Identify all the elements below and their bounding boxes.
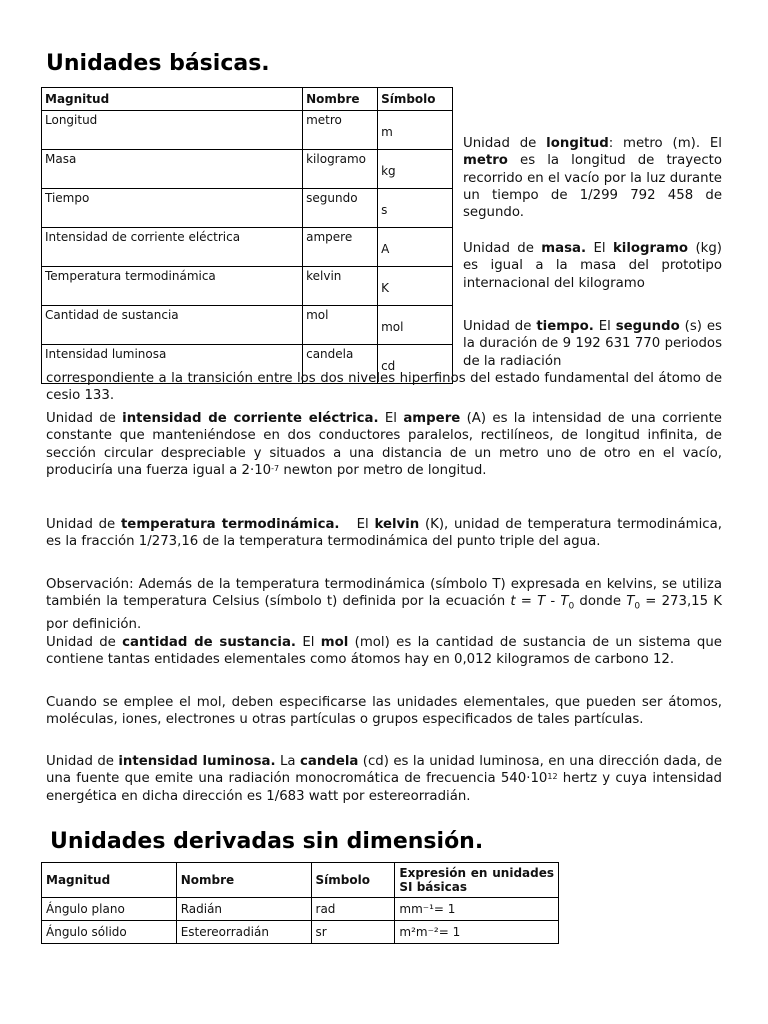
table-row (42, 150, 453, 189)
table-row (42, 267, 453, 306)
cell-nombre: kilogramo (303, 150, 378, 189)
bold-term: segundo (615, 319, 680, 334)
header-cell: Nombre (176, 863, 311, 898)
cell-simbolo: sr (311, 921, 395, 944)
text: (K), unidad de temperatura termodinámica, es la fracción 1/273,16 de la temperatura termodinámica del punto triple del agua. (46, 517, 722, 550)
table-row (42, 228, 453, 267)
cell-simbolo: A (378, 228, 453, 267)
paragraph-sustancia (46, 634, 722, 669)
paragraph-observacion (46, 576, 722, 634)
header-cell: Magnitud (42, 863, 177, 898)
bold-term: metro (463, 153, 508, 169)
derived-units-table (41, 862, 559, 944)
text: (s) es la duración de 9 192 631 770 periodos de la radiación (463, 319, 722, 369)
text: El (295, 635, 321, 650)
paragraph-luminosa (46, 753, 722, 805)
header-cell: Magnitud (42, 88, 303, 111)
bold-term: intensidad luminosa. (118, 754, 276, 769)
basic-units-table (41, 87, 453, 384)
superscript: -7 (271, 463, 280, 473)
header-cell: Símbolo (378, 88, 453, 111)
subscript: 0 (568, 601, 575, 612)
text: Unidad de (46, 635, 123, 650)
text: donde (574, 594, 627, 610)
text: Unidad de (463, 319, 537, 334)
bold-term: mol (320, 635, 349, 650)
text: es la longitud de trayecto recorrido en el vacío por la luz durante un tiempo de 1/299 792 458 de segundo. (463, 153, 722, 221)
cell-magnitud: Intensidad luminosa (42, 345, 303, 384)
cell-simbolo: m (378, 111, 453, 150)
text: (kg) es igual a la masa del prototipo internacional del kilogramo (463, 241, 722, 291)
text: El (593, 319, 616, 334)
paragraph-tiempo-a (463, 318, 722, 370)
cell-magnitud: Temperatura termodinámica (42, 267, 303, 306)
table-row (42, 306, 453, 345)
header-cell: Expresión en unidades SI básicas (395, 863, 559, 898)
table-row (42, 921, 559, 944)
cell-simbolo: s (378, 189, 453, 228)
text: La (275, 754, 300, 769)
bold-term: masa. (541, 241, 587, 256)
bold-term: longitud (546, 136, 609, 151)
text: Unidad de (46, 411, 123, 426)
header-cell: Nombre (303, 88, 378, 111)
cell-magnitud: Masa (42, 150, 303, 189)
heading-derived-units: Unidades derivadas sin dimensión. (50, 829, 484, 854)
cell-magnitud: Longitud (42, 111, 303, 150)
header-cell: Símbolo (311, 863, 395, 898)
cell-nombre: mol (303, 306, 378, 345)
text: (A) es la intensidad de una corriente constante que manteniéndose en dos conductores paralelos, rectilíneos, de longitud infinita, de sección circular despreciable y situados a una distancia de un metro uno de otro en el vacío, produciría una fuerza igual a 2·10 (46, 411, 722, 478)
italic-symbol: T (560, 594, 569, 610)
text: : metro (m). El (608, 136, 722, 151)
text: (mol) es la cantidad de sustancia de un sistema que contiene tantas entidades elementales como átomos hay en 0,012 kilogramos de carbono 12. (46, 635, 722, 668)
subscript: 0 (634, 601, 641, 612)
paragraph-corriente (46, 410, 722, 479)
text: El (586, 241, 613, 256)
table-row (42, 189, 453, 228)
cell-simbolo: rad (311, 898, 395, 921)
text: - (545, 594, 561, 610)
text: Observación: Además de la temperatura termodinámica (símbolo T) expresada en kelvins, se utiliza también la temperatura Celsius (símbolo t) definida por la ecuación (46, 577, 722, 610)
text: newton por metro de longitud. (279, 462, 487, 478)
bold-term: ampere (403, 411, 461, 426)
cell-nombre: ampere (303, 228, 378, 267)
cell-simbolo: kg (378, 150, 453, 189)
cell-magnitud: Intensidad de corriente eléctrica (42, 228, 303, 267)
cell-nombre: candela (303, 345, 378, 384)
bold-term: temperatura termodinámica. (120, 517, 340, 532)
cell-nombre: kelvin (303, 267, 378, 306)
superscript: 12 (547, 772, 558, 782)
italic-symbol: t (510, 594, 516, 610)
paragraph-mol-nota: Cuando se emplee el mol, deben especificarse las unidades elementales, que pueden ser átomos, moléculas, iones, electrones u otras partículas o grupos especificados de tales partículas. (46, 695, 722, 728)
table-row (42, 111, 453, 150)
table-header-row (42, 863, 559, 898)
text: El (339, 517, 375, 532)
text: Unidad de (463, 136, 547, 151)
bold-term: cantidad de sustancia. (122, 635, 296, 650)
text: Unidad de (46, 754, 119, 769)
table-row (42, 898, 559, 921)
cell-simbolo: mol (378, 306, 453, 345)
cell-expresion: m²m⁻²= 1 (395, 921, 559, 944)
bold-term: candela (299, 754, 359, 769)
text: = (515, 594, 538, 610)
cell-magnitud: Ángulo sólido (42, 921, 177, 944)
heading-basic-units: Unidades básicas. (46, 51, 270, 76)
italic-symbol: T (537, 594, 546, 610)
cell-nombre: metro (303, 111, 378, 150)
text: El (378, 411, 404, 426)
italic-symbol: T (626, 594, 635, 610)
cell-magnitud: Cantidad de sustancia (42, 306, 303, 345)
paragraph-temperatura (46, 516, 722, 551)
cell-simbolo: K (378, 267, 453, 306)
cell-magnitud: Ángulo plano (42, 898, 177, 921)
bold-term: intensidad de corriente eléctrica. (122, 411, 379, 426)
cell-expresion: mm⁻¹= 1 (395, 898, 559, 921)
text: = 273,15 K por definición. (46, 594, 722, 633)
cell-simbolo: cd (378, 345, 453, 384)
bold-term: kelvin (374, 517, 420, 532)
text: Unidad de (463, 241, 542, 256)
paragraph-masa (463, 240, 722, 292)
text: hertz y cuya intensidad energética en dicha dirección es 1/683 watt por estereorradián. (46, 771, 722, 804)
paragraph-tiempo-b: correspondiente a la transición entre los dos niveles hiperfinos del estado fundamental del átomo de cesio 133. (46, 371, 722, 404)
bold-term: kilogramo (612, 241, 689, 256)
bold-term: tiempo. (536, 319, 594, 334)
cell-nombre: Estereorradián (176, 921, 311, 944)
text: Unidad de (46, 517, 121, 532)
cell-nombre: Radián (176, 898, 311, 921)
paragraph-longitud (463, 135, 722, 221)
cell-magnitud: Tiempo (42, 189, 303, 228)
cell-nombre: segundo (303, 189, 378, 228)
text: (cd) es la unidad luminosa, en una dirección dada, de una fuente que emite una radiación monocromática de frecuencia 540·10 (46, 754, 723, 787)
table-header-row (42, 88, 453, 111)
